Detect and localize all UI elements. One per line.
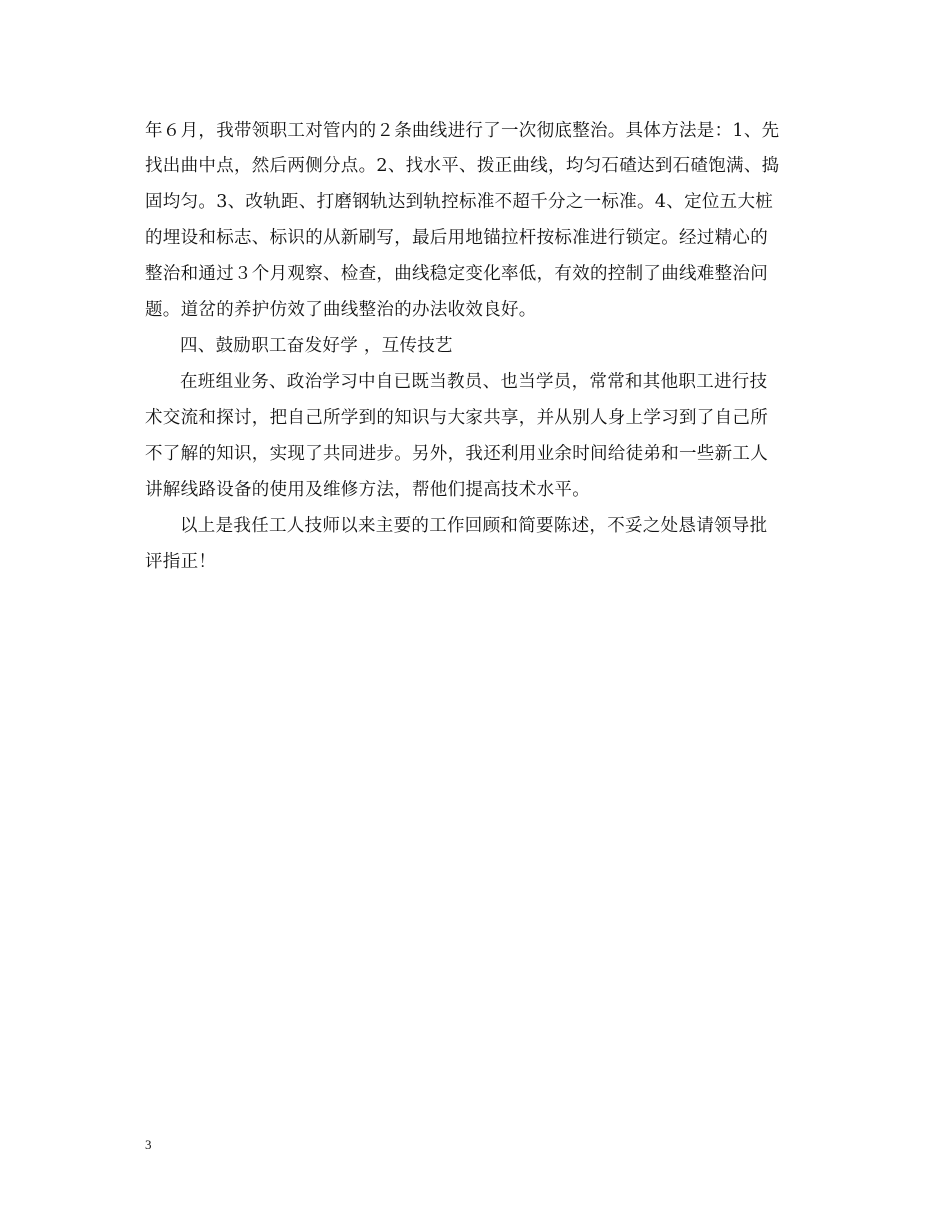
body-text-line: 整治和通过３个月观察、检查，曲线稳定变化率低，有效的控制了曲线难整治问: [145, 264, 768, 284]
body-text-line: 术交流和探讨，把自己所学到的知识与大家共享，并从别人身上学习到了自己所: [145, 408, 768, 428]
body-text-line: 年６月，我带领职工对管内的２条曲线进行了一次彻底整治。具体方法是：1、先: [145, 121, 780, 141]
body-text-line: 在班组业务、政治学习中自已既当教员、也当学员，常常和其他职工进行技: [180, 372, 768, 392]
body-text-line: 不了解的知识，实现了共同进步。另外，我还利用业余时间给徒弟和一些新工人: [145, 444, 768, 464]
body-text-line: 讲解线路设备的使用及维修方法，帮他们提高技术水平。: [145, 480, 590, 500]
body-text-line: 固均匀。3、改轨距、打磨钢轨达到轨控标准不超千分之一标准。4、定位五大桩: [145, 192, 774, 212]
body-text-line: 找出曲中点，然后两侧分点。2、找水平、拨正曲线，均匀石碴达到石碴饱满、捣: [145, 156, 780, 176]
page-number: 3: [145, 1137, 152, 1152]
body-text-line: 评指正！: [145, 552, 217, 572]
body-text-line: 以上是我任工人技师以来主要的工作回顾和简要陈述，不妥之处恳请领导批: [180, 516, 768, 536]
body-text-line: 题。道岔的养护仿效了曲线整治的办法收效良好。: [145, 300, 537, 320]
body-text-line: 的埋设和标志、标识的从新刷写，最后用地锚拉杆按标准进行锁定。经过精心的: [145, 228, 768, 248]
section-heading: 四、鼓励职工奋发好学 ，互传技艺: [180, 336, 453, 356]
